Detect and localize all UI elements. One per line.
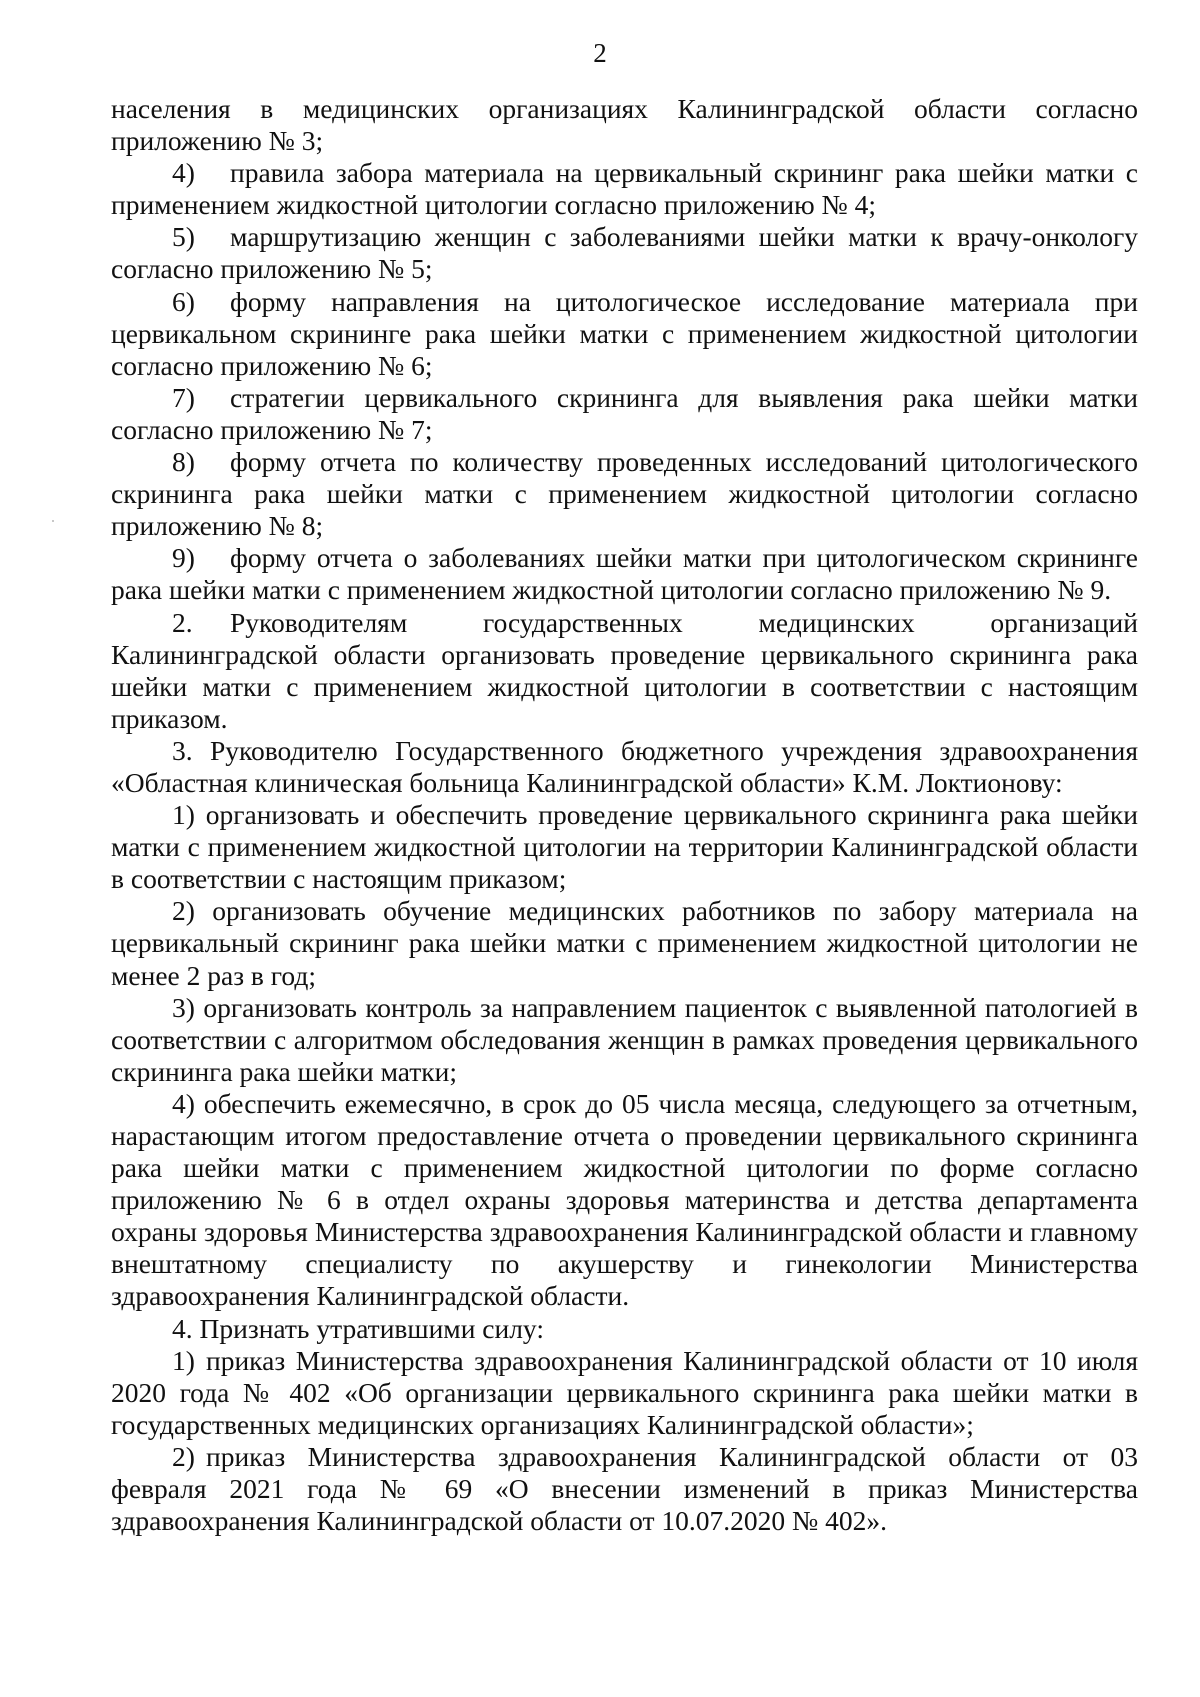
paragraph-text: населения в медицинских организациях Калининградской области согласно приложению № 3; (111, 93, 1138, 157)
paragraph-text: 1) организовать и обеспечить проведение цервикального скрининга рака шейки матки с применением жидкостной цитологии на территории Калининградской области в соответствии с настоящим приказом; (111, 799, 1138, 895)
clause-3 (111, 735, 1138, 799)
item-number: 6) (172, 285, 195, 317)
list-item-8 (111, 446, 1138, 542)
list-item-6 (111, 286, 1138, 382)
clause-3-item-3 (111, 992, 1138, 1088)
paragraph-text: 3. Руководителю Государственного бюджетного учреждения здравоохранения «Областная клиническая больница Калининградской области» К.М. Локтионову: (111, 734, 1138, 798)
clause-4-item-2 (111, 1441, 1138, 1537)
paragraph-text: приказ Министерства здравоохранения Калининградской области от 03 февраля 2021 года № 69 «О внесении изменений в приказ Министерства здравоохранения Калининградской области от 10.07.2020 № 402». (111, 1440, 1138, 1537)
item-number: 9) (172, 542, 195, 574)
item-number: 2. (172, 606, 193, 638)
clause-4 (111, 1313, 1138, 1345)
document-body (111, 93, 1138, 1537)
clause-4-item-1 (111, 1345, 1138, 1441)
list-item-4 (111, 157, 1138, 221)
clause-3-item-4 (111, 1088, 1138, 1313)
paragraph-text: форму направления на цитологическое исследование материала при цервикальном скрининге рака шейки матки с применением жидкостной цитологии согласно приложению № 6; (111, 285, 1138, 381)
item-number: 8) (172, 446, 195, 478)
paragraph-text: форму отчета по количеству проведенных исследований цитологического скрининга рака шейки матки с применением жидкостной цитологии согласно приложению № 8; (111, 446, 1138, 542)
paragraph-text: правила забора материала на цервикальный скрининг рака шейки матки с применением жидкостной цитологии согласно приложению № 4; (111, 157, 1138, 221)
item-number: 2) (172, 1440, 195, 1472)
item-number: 4) (172, 157, 195, 189)
page-number: 2 (593, 38, 607, 68)
item-number: 7) (172, 381, 195, 413)
item-number: 5) (172, 221, 195, 253)
scan-artifact (52, 520, 54, 522)
paragraph-text: 3) организовать контроль за направлением пациенток с выявленной патологией в соответствии с алгоритмом обследования женщин в рамках проведения цервикального скрининга рака шейки матки; (111, 991, 1138, 1087)
clause-3-item-1 (111, 799, 1138, 895)
paragraph-text: форму отчета о заболеваниях шейки матки при цитологическом скрининге рака шейки матки с применением жидкостной цитологии согласно приложению № 9. (111, 542, 1138, 606)
paragraph-text: Руководителям государственных медицинских организаций Калининградской области организовать проведение цервикального скрининга рака шейки матки с применением жидкостной цитологии в соответствии с настоящим приказом. (111, 606, 1138, 734)
clause-2 (111, 607, 1138, 735)
paragraph-text: 4) обеспечить ежемесячно, в срок до 05 числа месяца, следующего за отчетным, нарастающим итогом предоставление отчета о проведении цервикального скрининга рака шейки матки с применением жидкостной цитологии по форме согласно приложению № 6 в отдел охраны здоровья материнства и детства департамента охраны здоровья Министерства здравоохранения Калининградской области и главному внештатному специалисту по акушерству и гинекологии Министерства здравоохранения Калининградской области. (111, 1087, 1138, 1312)
list-item-5 (111, 221, 1138, 285)
paragraph-text: приказ Министерства здравоохранения Калининградской области от 10 июля 2020 года № 402 «Об организации цервикального скрининга рака шейки матки в государственных медицинских организациях Калининградской области»; (111, 1344, 1138, 1440)
clause-3-item-2 (111, 895, 1138, 991)
paragraph-text: 2) организовать обучение медицинских работников по забору материала на цервикальный скрининг рака шейки матки с применением жидкостной цитологии не менее 2 раз в год; (111, 895, 1138, 991)
paragraph-continuation (111, 93, 1138, 157)
list-item-7 (111, 382, 1138, 446)
list-item-9 (111, 542, 1138, 606)
paragraph-text: 4. Признать утратившими силу: (172, 1312, 544, 1344)
item-number: 1) (172, 1344, 195, 1376)
paragraph-text: маршрутизацию женщин с заболеваниями шейки матки к врачу-онкологу согласно приложению № 5; (111, 221, 1138, 285)
paragraph-text: стратегии цервикального скрининга для выявления рака шейки матки согласно приложению № 7; (111, 381, 1138, 445)
